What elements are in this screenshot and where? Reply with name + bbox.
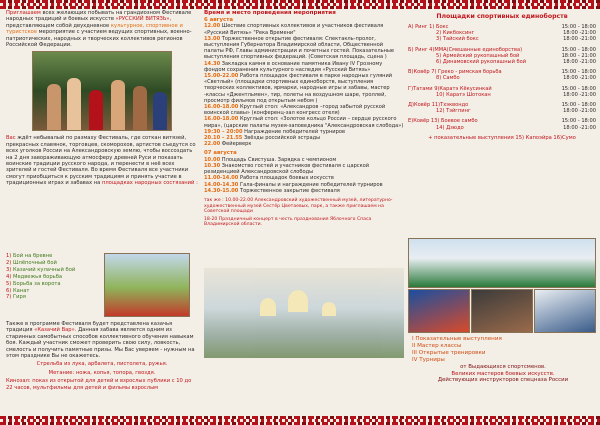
archery-line: Стрельба из лука, арбалета, пистолета, ружья. bbox=[36, 361, 168, 368]
list-item: 5) Борьба за ворота bbox=[6, 280, 61, 287]
schedule-item: 22.00 Фейерверк bbox=[204, 141, 252, 148]
schedule-item: 16.00-18.00 Круглый стол: «Александров –город забытой русской воинской славы» (конференц-зал конгресс отеля) bbox=[204, 104, 386, 117]
arenas-title: Площадки спортивных единоборств bbox=[436, 13, 568, 20]
schedule-item: 10.00 Площадь Свистуша. Зарядка с чемпионом bbox=[204, 156, 337, 163]
column-left-bottom bbox=[6, 321, 198, 393]
folk-games-list bbox=[6, 253, 102, 301]
para2-body: ждёт небывалый по размаху Фестиваль, где соткан витязей, прекрасных славянок, торговцев, скоморохов, артистов съедутся со всех уголков России на Александровскую землю, чтобы воссоздать на 2 дня завораживающую атмосферу древней Руси и показать воинские традиции русского народа, и перенести в неё всех зрителей и гостей Фестиваля. Во время Фестиваля все участники смогут приобщиться к русским традициям и принять участие в традиционных играх и забавах на bbox=[6, 135, 196, 187]
festival-paragraph bbox=[6, 135, 198, 186]
arena-row: 5) Армейский рукопашный бой 18:00 - 21:00 bbox=[436, 52, 596, 59]
schedule-item: 15.00-22.00 Работа площадок фестиваля в парке народных гуляний «Светлый» (площадки спортивных единоборств, выступления творческих коллективов, ярмарки, народные игры и забавы, мастер -классы «Джентльмен», тир, полеты на воздушном шаре, троллей, просмотр фильмов под открытым небом ) bbox=[204, 73, 393, 104]
intro-body3: мероприятие с участием ведущих спортивных, военно-патриотических, народных и творческих коллективов регионов Российской Федерации. bbox=[6, 29, 192, 49]
intro-highlight: культурное, спортивное и туристское bbox=[6, 22, 183, 36]
column-left bbox=[6, 10, 198, 415]
arena-row: 2) Кикбоксинг 18:00 -21:00 bbox=[436, 30, 596, 37]
arena-row: 10) Каратэ Шотокан 18:00 -21:00 bbox=[436, 91, 596, 98]
intro-paragraph bbox=[6, 10, 198, 48]
closing-line: Действующих инструкторов спецназа России bbox=[437, 377, 569, 384]
arena-row: 14) Дзюдо 18:00 -21:00 bbox=[436, 124, 596, 131]
arena-row: 6) Динамовский рукопашный бой 18:00 -21:00 bbox=[436, 59, 596, 66]
arena-row: 8) Самбо 18:00 -21:00 bbox=[436, 75, 596, 82]
wrestlers-photo bbox=[32, 51, 172, 131]
legend-item: III Открытые тренировки bbox=[412, 350, 486, 356]
schedule-item: 20.10 – 21.55 Звёзды российской эстрады bbox=[204, 135, 321, 142]
schedule-item: 13.00 Торжественное открытие фестиваля: Спектакль-пролог, выступления Губернатора Владимирской области, Общественной палаты РФ, Главы администрации и почетных гостей. Показательные выступления спортивных федераций. (Советская площадь, сцена ) bbox=[204, 35, 395, 61]
schedule-item: 14.30-15.00 Торжественное закрытие фестиваля bbox=[204, 187, 340, 194]
top-ornament-border bbox=[0, 0, 600, 9]
arena-row: А) Ринг 1) Бокс 15:00 - 18:00 bbox=[408, 24, 596, 30]
schedule-item: 16.00-18.00 Круглый стол: «Золотое кольцо России – сердце русского мира», (царские палаты музея-заповедника "Александровская слобода») bbox=[204, 116, 404, 129]
arena-row: Б) Ринг 4)ММА(Смешанные единоборства) 15:00 - 18:00 bbox=[408, 46, 596, 53]
intro-body2: представляющем собой двухдневное bbox=[6, 22, 110, 29]
schedule-item: 19:30 – 20:00 Награждение победителей турниров bbox=[204, 128, 345, 135]
schedule-title: Время и место проведения мероприятия bbox=[204, 10, 336, 16]
closing-line: от Выдающихся спортсменов. bbox=[460, 364, 546, 370]
cinema-paragraph: Кинозал: показ из открытой для детей и взрослых публики с 10 до 22 часов, мультфильмы для детей и фильмы взрослым bbox=[6, 378, 192, 391]
figure-shape bbox=[89, 90, 103, 130]
legend-item: I Показательные выступления bbox=[412, 336, 502, 342]
kremlin-background-photo bbox=[204, 268, 404, 358]
church-dome-shape bbox=[288, 290, 308, 312]
schedule-item: 12.00 Шествие спортивных коллективов и участников фестиваля «Русский Витязь» "Река Времени" bbox=[204, 23, 384, 36]
list-item: 4) Медвежья борьба bbox=[6, 273, 63, 280]
bottom-ornament-border bbox=[0, 416, 600, 425]
para2-lead: Вас bbox=[6, 135, 16, 142]
intro-body: всех желающих побывать на грандиозном Фестивале народных традиций и боевых искусств bbox=[6, 10, 192, 23]
figure-shape bbox=[111, 80, 125, 130]
schedule-item: 11.00-14.00 Работа площадок боевых искусств bbox=[204, 175, 334, 182]
schedule-item: 14.30 Закладка камня в основание памятника Ивану IV Грозному фондом сохранения культурного наследия «Русский Витязь» bbox=[204, 60, 383, 73]
day2-date: 07 августа bbox=[204, 150, 237, 157]
schedule-item: 14.00-14.30 Гала-финалы и награждение победителей турниров bbox=[204, 181, 383, 188]
figure-shape bbox=[153, 92, 167, 130]
closing-line: Великих мастеров боевых искусств. bbox=[451, 370, 555, 377]
figure-shape bbox=[47, 84, 61, 130]
list-item: 6) Канат bbox=[6, 287, 30, 294]
fight-photo-3 bbox=[534, 289, 596, 333]
legend-item: IV Турниры bbox=[412, 357, 445, 363]
schedule-item: 10.30 Знакомство гостей и участников фестиваля с царской резиденцией Александровской слободы bbox=[204, 163, 370, 176]
list-item: 3) Казачий кулачный бой bbox=[6, 266, 76, 273]
arena-row: В)Ковёр 7) Греко - римская борьба 15:00 - 18:00 bbox=[408, 69, 596, 76]
fight-photo-2 bbox=[471, 289, 533, 333]
column-middle bbox=[204, 10, 404, 415]
arena-row: 3) Тайский бокс 18:00 -21:00 bbox=[436, 36, 596, 43]
figure-shape bbox=[133, 86, 147, 130]
list-item: 1) Бой на бревне bbox=[6, 253, 53, 259]
program-legend bbox=[412, 336, 594, 384]
church-dome-shape bbox=[322, 302, 336, 316]
intro-lead: Приглашаем bbox=[6, 10, 41, 16]
schedule-footer-2: 18-20 Праздничный концерт в честь празднования Яблочного Спаса Владимирской области. bbox=[204, 216, 372, 228]
para2-tail: площадках народных состязаний : bbox=[101, 180, 198, 187]
figure-shape bbox=[67, 78, 81, 130]
throwing-line: Метание: ножа, копья, топора, гвоздя. bbox=[48, 369, 156, 376]
arena-row: Г)Татами 9)Каратэ Кёкусинкай 15:00 - 18:00 bbox=[408, 85, 596, 92]
church-dome-shape bbox=[260, 298, 276, 316]
team-photo bbox=[408, 238, 596, 288]
cossack-paragraph: Также в программе Фестиваля будет представлена казачья традиция «Казачий Вар». Данная забава является одним из старинных самобытных способов коллективного обучения навыкам боя. Каждый участник сможет проверить свою силу, ловкость, смелость и получить памятные призы. Мы Вас уверяем - нужным на этом празднике Вы не окажетесь. bbox=[6, 321, 195, 360]
arena-row: Д)Ковёр 11)Тхэквондо 15:00 - 18:00 bbox=[408, 102, 596, 109]
arena-row: Е)Ковёр 13) Боевое самбо 15:00 - 18:00 bbox=[408, 118, 596, 125]
legend-item: II Мастер классы bbox=[412, 343, 462, 349]
arena-row: 12) Тэйгпинг 18:00 -21:00 bbox=[436, 108, 596, 115]
column-right bbox=[408, 10, 596, 415]
list-item: 2) Шлёпочный бой bbox=[6, 259, 57, 266]
folk-dance-photo bbox=[104, 253, 190, 317]
intro-festival: «РУССКИЙ ВИТЯЗЬ», bbox=[115, 16, 172, 23]
extra-performances: + показательные выступления 15) Капоэйра 16)Сумо bbox=[428, 134, 576, 141]
schedule-footer: так же : 10.00-22.00 Александровский художественный музей, литературно-художественный музей Cестёр Цветаевых, парк, а также приглашаем на Советской площади bbox=[204, 198, 393, 215]
day1-date: 6 августа bbox=[204, 17, 233, 23]
fight-photo-1 bbox=[408, 289, 470, 333]
list-item: 7) Гиря bbox=[6, 294, 26, 301]
